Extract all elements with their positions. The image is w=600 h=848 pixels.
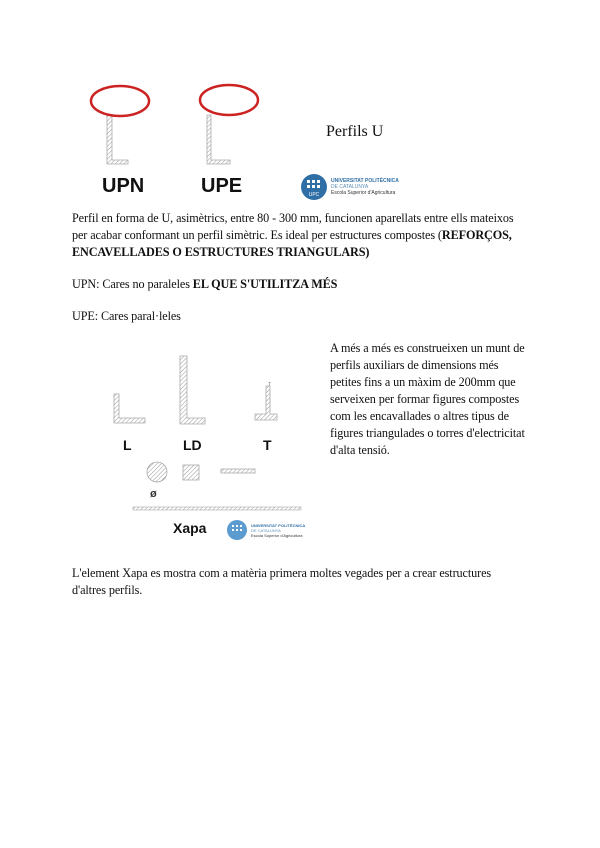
upe-paragraph	[72, 308, 524, 325]
intro-text: Perfil en forma de U, asimètrics, entre 80 - 300 mm, funcionen aparellats entre ells mateixos per acabar conformant un perfil simètric. Es ideal per estructures compostes (	[72, 211, 514, 242]
upc-logo-small-text	[251, 523, 305, 538]
upc-logo-small	[227, 520, 305, 540]
auxiliary-profiles-drawing	[105, 350, 330, 545]
upe-label: UPE	[201, 175, 243, 197]
upc-logo-text	[331, 178, 399, 196]
upc-line3: Escola Superior d'Agricultura	[331, 190, 396, 196]
upn-text: UPN: Cares no paraleles	[72, 277, 193, 291]
svg-text:ø: ø	[150, 488, 157, 500]
upc-small-line3: Escola Superior d'Agricultura	[251, 532, 303, 538]
upn-upe-figure	[80, 80, 270, 200]
upc-line2: DE CATALUNYA	[331, 184, 369, 190]
xapa-label: Xapa	[173, 520, 207, 536]
upc-line1: UNIVERSITAT POLITÈCNICA	[331, 178, 399, 184]
upn-bold: EL QUE S'UTILITZA MÉS	[192, 277, 338, 291]
upc-logo	[301, 174, 399, 200]
page-title: Perfils U	[326, 123, 384, 140]
t-label: T	[263, 437, 272, 453]
l-label: L	[123, 437, 132, 453]
upc-small-line2: DE CATALUNYA	[251, 527, 281, 533]
upc-logo-small-icon	[227, 520, 247, 540]
xapa-paragraph: L'element Xapa es mostra com a matèria primera moltes vegades per a crear estructures d'altres perfils.	[72, 566, 492, 597]
auxiliary-profiles-figure	[105, 350, 330, 545]
upn-paragraph	[72, 276, 524, 293]
upn-label: UPN	[102, 175, 145, 197]
ld-label: LD	[183, 437, 202, 453]
svg-text:T: T	[268, 382, 272, 388]
upc-logo-icon	[301, 174, 327, 200]
svg-text:UPC: UPC	[308, 192, 320, 198]
auxiliary-paragraph: A més a més es construeixen un munt de perfils auxiliars de dimensions més petites fins a un màxim de 200mm que serveixen per formar figures compostes com les encavallades o altres tipus de figures triangulades o torres d'electricitat d'alta tensió.	[330, 341, 525, 457]
intro-bold: REFORÇOS, ENCAVELLADES O ESTRUCTURES TRIANGULARS)	[72, 228, 512, 259]
upe-text: UPE: Cares paral·leles	[72, 309, 181, 323]
intro-paragraph	[72, 210, 524, 261]
upc-small-line1: UNIVERSITAT POLITÈCNICA	[251, 522, 306, 528]
